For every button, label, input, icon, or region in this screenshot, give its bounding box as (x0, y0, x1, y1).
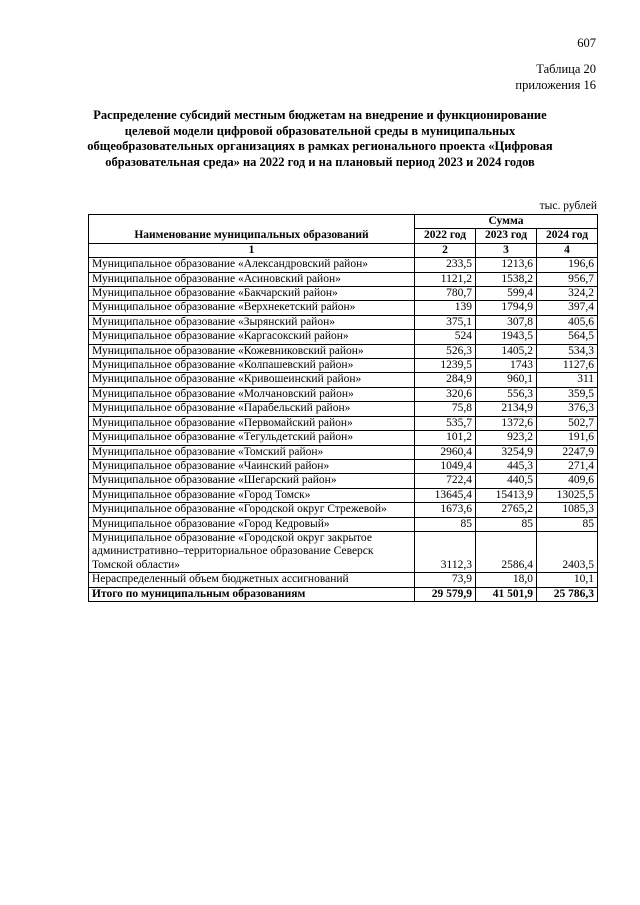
value-2022: 139 (415, 301, 476, 315)
table-row (89, 488, 598, 502)
table-row (89, 258, 598, 272)
value-2023: 15413,9 (476, 488, 537, 502)
value-2022: 3112,3 (415, 531, 476, 572)
table-number: Таблица 20 (536, 62, 596, 76)
municipality-name: Муниципальное образование «Кожевниковский район» (89, 344, 415, 358)
value-2024: 376,3 (537, 402, 598, 416)
value-2023: 2586,4 (476, 531, 537, 572)
value-2024: 1085,3 (537, 503, 598, 517)
municipality-name: Муниципальное образование «Колпашевский район» (89, 359, 415, 373)
value-2023: 2765,2 (476, 503, 537, 517)
municipality-name: Муниципальное образование «Верхнекетский район» (89, 301, 415, 315)
value-2023: 556,3 (476, 387, 537, 401)
value-2024: 1127,6 (537, 359, 598, 373)
value-2022: 85 (415, 517, 476, 531)
table-row (89, 431, 598, 445)
value-2022: 73,9 (415, 573, 476, 587)
municipality-name: Муниципальное образование «Парабельский район» (89, 402, 415, 416)
municipality-name: Муниципальное образование «Асиновский район» (89, 272, 415, 286)
table-row (89, 387, 598, 401)
value-2023: 440,5 (476, 474, 537, 488)
column-header-2022: 2022 год (415, 229, 476, 243)
value-2022: 1239,5 (415, 359, 476, 373)
table-row (89, 573, 598, 587)
value-2022: 375,1 (415, 315, 476, 329)
value-2023: 1372,6 (476, 416, 537, 430)
municipality-name: Муниципальное образование «Кривошеинский район» (89, 373, 415, 387)
municipality-name: Муниципальное образование «Александровский район» (89, 258, 415, 272)
document-title: Распределение субсидий местным бюджетам на внедрение и функционирование целевой модели цифровой образовательной среды в муниципальных общеобразовательных организациях в рамках регионального проекта «Цифровая образовательная среда» на 2022 год и на плановый период 2023 и 2024 годов (87, 108, 553, 169)
value-2023: 445,3 (476, 459, 537, 473)
table-row (89, 531, 598, 572)
column-index: 1 (89, 243, 415, 257)
table-body (89, 258, 598, 587)
table-row (89, 445, 598, 459)
column-header-name: Наименование муниципальных образований (89, 215, 415, 244)
value-2024: 405,6 (537, 315, 598, 329)
table-row (89, 459, 598, 473)
municipality-name: Нераспределенный объем бюджетных ассигнований (89, 573, 415, 587)
value-2023: 923,2 (476, 431, 537, 445)
total-2024: 25 786,3 (537, 587, 598, 601)
column-index: 3 (476, 243, 537, 257)
value-2024: 271,4 (537, 459, 598, 473)
value-2024: 397,4 (537, 301, 598, 315)
value-2023: 3254,9 (476, 445, 537, 459)
value-2023: 1213,6 (476, 258, 537, 272)
table-row (89, 301, 598, 315)
value-2024: 534,3 (537, 344, 598, 358)
municipality-name: Муниципальное образование «Зырянский район» (89, 315, 415, 329)
value-2022: 233,5 (415, 258, 476, 272)
value-2022: 284,9 (415, 373, 476, 387)
value-2024: 311 (537, 373, 598, 387)
value-2023: 960,1 (476, 373, 537, 387)
value-2023: 1943,5 (476, 330, 537, 344)
value-2023: 85 (476, 517, 537, 531)
municipality-name: Муниципальное образование «Тегульдетский район» (89, 431, 415, 445)
table-row (89, 344, 598, 358)
municipality-name: Муниципальное образование «Шегарский район» (89, 474, 415, 488)
value-2023: 1538,2 (476, 272, 537, 286)
municipality-name: Муниципальное образование «Городской округ Стрежевой» (89, 503, 415, 517)
municipality-name: Муниципальное образование «Каргасокский район» (89, 330, 415, 344)
subsidy-table (88, 214, 598, 602)
value-2024: 2403,5 (537, 531, 598, 572)
municipality-name: Муниципальное образование «Бакчарский район» (89, 287, 415, 301)
table-row (89, 272, 598, 286)
table-row (89, 416, 598, 430)
value-2023: 307,8 (476, 315, 537, 329)
value-2022: 524 (415, 330, 476, 344)
table-row (89, 359, 598, 373)
value-2024: 502,7 (537, 416, 598, 430)
column-header-2023: 2023 год (476, 229, 537, 243)
value-2024: 324,2 (537, 287, 598, 301)
municipality-name: Муниципальное образование «Город Кедровый» (89, 517, 415, 531)
value-2023: 1405,2 (476, 344, 537, 358)
total-2023: 41 501,9 (476, 587, 537, 601)
value-2024: 85 (537, 517, 598, 531)
value-2024: 196,6 (537, 258, 598, 272)
municipality-name: Муниципальное образование «Томский район» (89, 445, 415, 459)
value-2024: 956,7 (537, 272, 598, 286)
value-2022: 320,6 (415, 387, 476, 401)
column-index: 4 (537, 243, 598, 257)
appendix-number: приложения 16 (515, 77, 596, 92)
total-2022: 29 579,9 (415, 587, 476, 601)
table-row (89, 402, 598, 416)
municipality-name: Муниципальное образование «Город Томск» (89, 488, 415, 502)
header-index-row (89, 243, 598, 257)
value-2024: 13025,5 (537, 488, 598, 502)
column-header-sum: Сумма (415, 215, 598, 229)
value-2022: 780,7 (415, 287, 476, 301)
value-2022: 535,7 (415, 416, 476, 430)
value-2023: 1743 (476, 359, 537, 373)
value-2024: 191,6 (537, 431, 598, 445)
value-2022: 2960,4 (415, 445, 476, 459)
table-row (89, 503, 598, 517)
value-2024: 409,6 (537, 474, 598, 488)
total-label: Итого по муниципальным образованиям (89, 587, 415, 601)
value-2024: 10,1 (537, 573, 598, 587)
value-2023: 1794,9 (476, 301, 537, 315)
value-2024: 564,5 (537, 330, 598, 344)
column-header-2024: 2024 год (537, 229, 598, 243)
value-2022: 1121,2 (415, 272, 476, 286)
table-row (89, 287, 598, 301)
page-number: 607 (577, 36, 596, 50)
value-2022: 1673,6 (415, 503, 476, 517)
value-2022: 1049,4 (415, 459, 476, 473)
value-2023: 18,0 (476, 573, 537, 587)
municipality-name: Муниципальное образование «Первомайский район» (89, 416, 415, 430)
value-2022: 722,4 (415, 474, 476, 488)
table-row (89, 474, 598, 488)
table-row (89, 330, 598, 344)
value-2023: 599,4 (476, 287, 537, 301)
municipality-name: Муниципальное образование «Молчановский район» (89, 387, 415, 401)
value-2024: 2247,9 (537, 445, 598, 459)
total-row (89, 587, 598, 601)
municipality-name: Муниципальное образование «Чаинский район» (89, 459, 415, 473)
table-reference (515, 62, 596, 93)
header-row (89, 215, 598, 229)
municipality-name: Муниципальное образование «Городской округ закрытое административно–территориальное образование Северск Томской области» (89, 531, 415, 572)
value-2022: 13645,4 (415, 488, 476, 502)
value-2024: 359,5 (537, 387, 598, 401)
value-2022: 75,8 (415, 402, 476, 416)
table-row (89, 373, 598, 387)
value-2022: 526,3 (415, 344, 476, 358)
table-row (89, 315, 598, 329)
value-2023: 2134,9 (476, 402, 537, 416)
value-2022: 101,2 (415, 431, 476, 445)
unit-label: тыс. рублей (539, 200, 597, 212)
column-index: 2 (415, 243, 476, 257)
table-row (89, 517, 598, 531)
